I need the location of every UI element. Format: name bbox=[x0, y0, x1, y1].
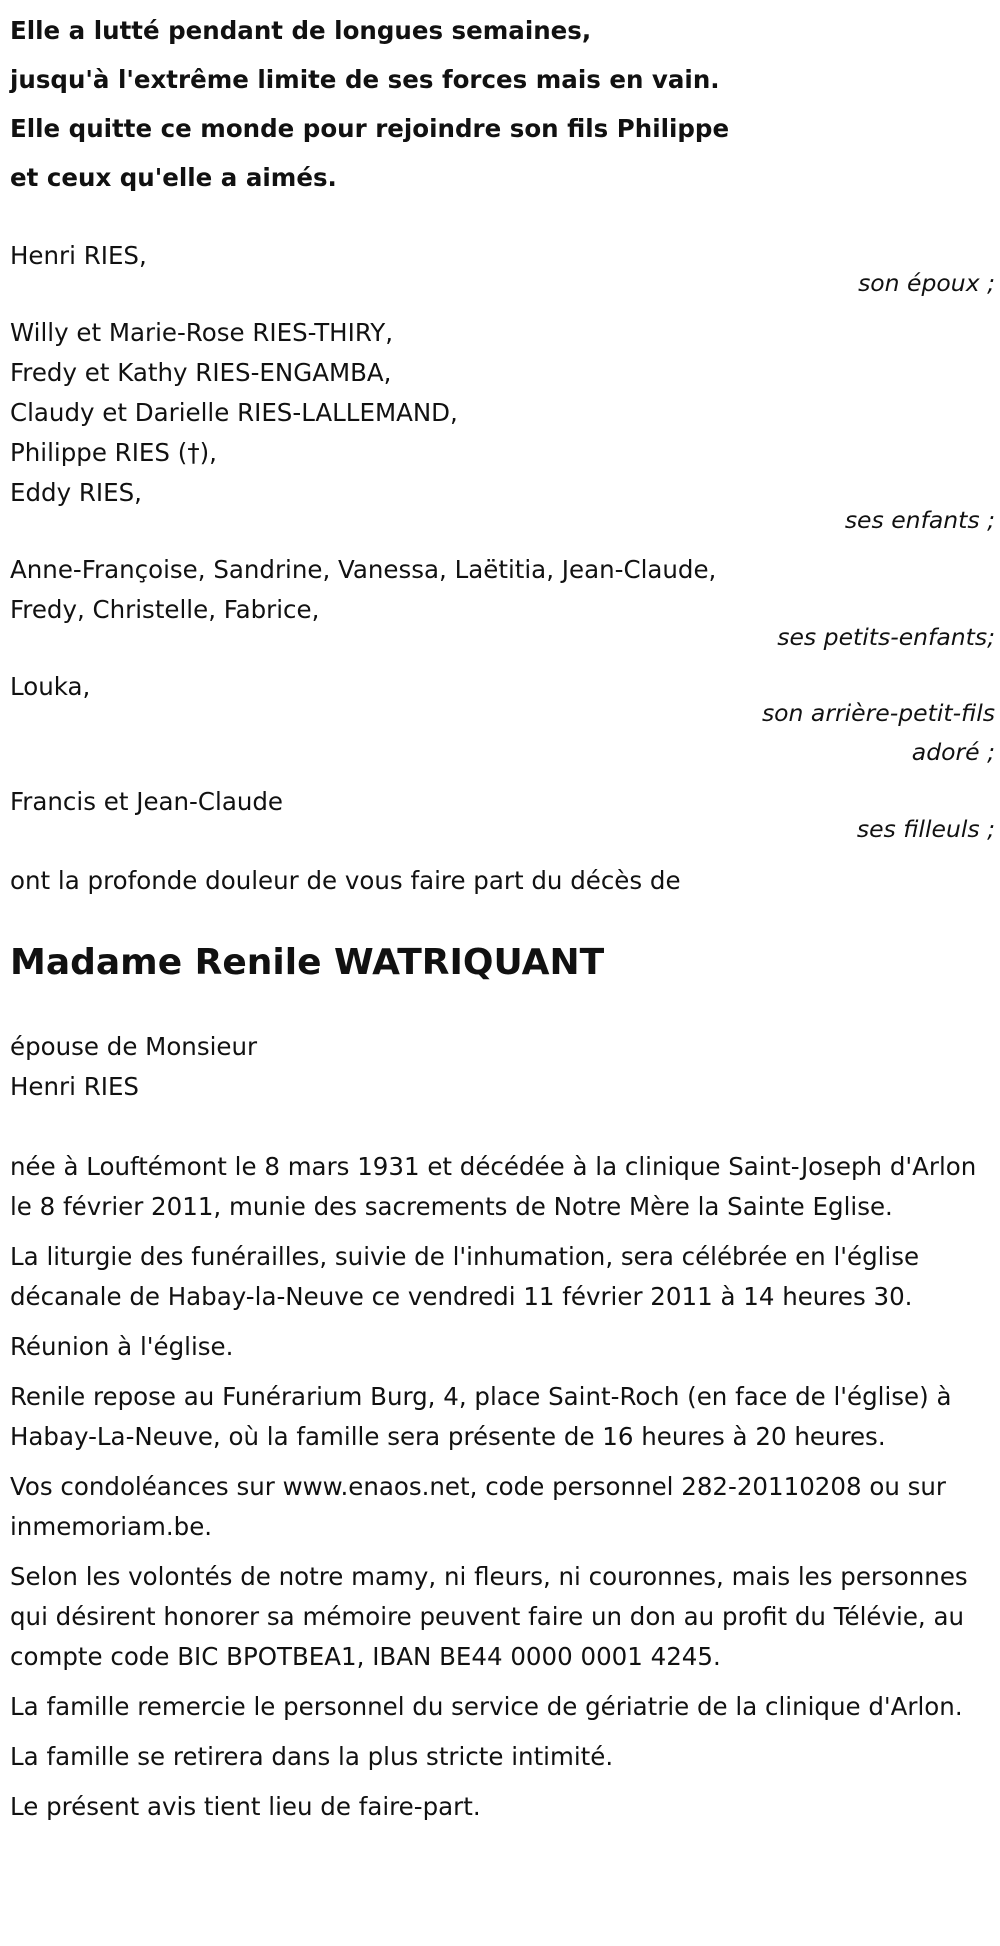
spouse-line: épouse de Monsieur bbox=[10, 1032, 258, 1061]
condolences-paragraph: Vos condoléances sur www.enaos.net, code personnel 282-20110208 ou sur inmemoriam.be. bbox=[10, 1472, 947, 1541]
intro-line: et ceux qu'elle a aimés. bbox=[10, 163, 337, 192]
privacy-paragraph: La famille se retirera dans la plus stricte intimité. bbox=[10, 1742, 614, 1771]
family-name: Fredy, Christelle, Fabrice, bbox=[10, 595, 320, 624]
funeral-paragraph: La liturgie des funérailles, suivie de l'inhumation, sera célébrée en l'église décanale de Habay-la-Neuve ce vendredi 11 février 2011 à 14 heures 30. bbox=[10, 1242, 920, 1311]
family-name: Fredy et Kathy RIES-ENGAMBA, bbox=[10, 358, 392, 387]
family-name: Willy et Marie-Rose RIES-THIRY, bbox=[10, 318, 394, 347]
family-group-great-grandchild bbox=[10, 667, 995, 772]
meeting-paragraph: Réunion à l'église. bbox=[10, 1332, 234, 1361]
family-name: Louka, bbox=[10, 672, 91, 701]
family-name: Claudy et Darielle RIES-LALLEMAND, bbox=[10, 398, 458, 427]
relation-label: ses filleuls ; bbox=[856, 815, 995, 843]
family-list bbox=[10, 236, 995, 849]
family-name: Anne-Françoise, Sandrine, Vanessa, Laëtitia, Jean-Claude, bbox=[10, 555, 717, 584]
relation-label: adoré ; bbox=[911, 738, 995, 766]
family-name: Henri RIES, bbox=[10, 241, 147, 270]
intro-text bbox=[10, 0, 995, 202]
family-group-spouse bbox=[10, 236, 995, 303]
spouse-line: Henri RIES bbox=[10, 1072, 139, 1101]
notice-paragraph: Le présent avis tient lieu de faire-part. bbox=[10, 1792, 481, 1821]
family-group-godchildren bbox=[10, 782, 995, 849]
family-group-children bbox=[10, 313, 995, 540]
intro-line: Elle quitte ce monde pour rejoindre son fils Philippe bbox=[10, 114, 730, 143]
death-notice bbox=[10, 0, 995, 1837]
family-name: Philippe RIES (†), bbox=[10, 438, 217, 467]
details-section bbox=[10, 1147, 995, 1827]
relation-label: son époux ; bbox=[858, 269, 995, 297]
donation-paragraph: Selon les volontés de notre mamy, ni fleurs, ni couronnes, mais les personnes qui désirent honorer sa mémoire peuvent faire un don au profit du Télévie, au compte code BIC BPOTBEA1, IBAN BE44 0000 0001 4245. bbox=[10, 1562, 968, 1671]
relation-label: ses enfants ; bbox=[844, 506, 995, 534]
family-name: Francis et Jean-Claude bbox=[10, 787, 283, 816]
relation-label: son arrière-petit-fils bbox=[761, 699, 995, 727]
relation-label: ses petits-enfants; bbox=[777, 623, 995, 651]
intro-line: Elle a lutté pendant de longues semaines, bbox=[10, 16, 592, 45]
family-name: Eddy RIES, bbox=[10, 478, 142, 507]
thanks-paragraph: La famille remercie le personnel du service de gériatrie de la clinique d'Arlon. bbox=[10, 1692, 963, 1721]
funerarium-paragraph: Renile repose au Funérarium Burg, 4, place Saint-Roch (en face de l'église) à Habay-La-Neuve, où la famille sera présente de 16 heures à 20 heures. bbox=[10, 1382, 952, 1451]
birth-death-paragraph: née à Louftémont le 8 mars 1931 et décédée à la clinique Saint-Joseph d'Arlon le 8 février 2011, munie des sacrements de Notre Mère la Sainte Eglise. bbox=[10, 1152, 977, 1221]
announcement-text: ont la profonde douleur de vous faire part du décès de bbox=[10, 866, 681, 895]
spouse-info bbox=[10, 1027, 995, 1107]
family-group-grandchildren bbox=[10, 550, 995, 657]
deceased-name: Madame Renile WATRIQUANT bbox=[10, 942, 605, 983]
intro-line: jusqu'à l'extrême limite de ses forces mais en vain. bbox=[10, 65, 720, 94]
